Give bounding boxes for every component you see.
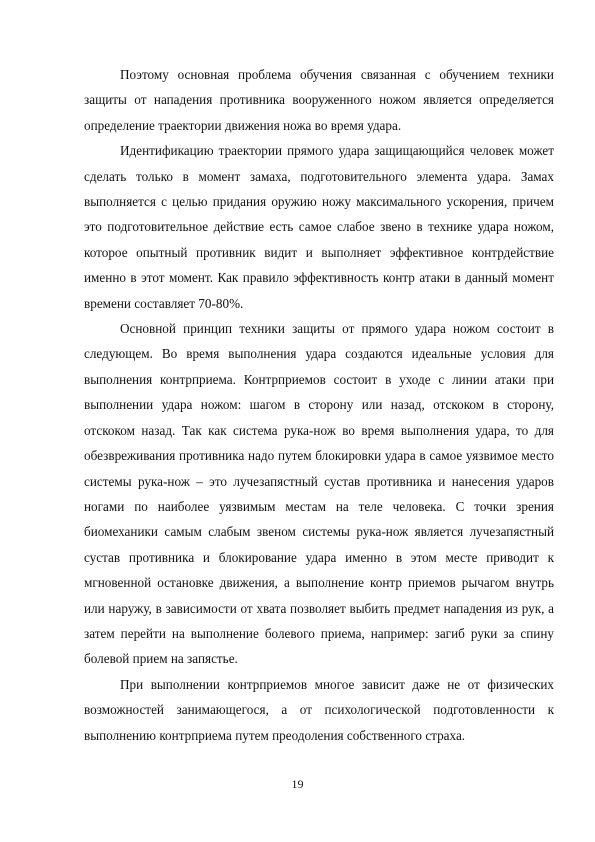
document-body xyxy=(84,62,554,748)
paragraph-1: Поэтому основная проблема обучения связанная с обучением техники защиты от нападения противника вооруженного ножом является определяется определение траектории движения ножа во время удара. xyxy=(84,67,554,133)
paragraph-4: При выполнении контрприемов многое зависит даже не от физических возможностей занимающегося, а от психологической подготовленности к выполнению контрприема путем преодоления собственного страха. xyxy=(84,676,554,743)
page-number: 19 xyxy=(291,777,304,791)
paragraph-3: Основной принцип техники защиты от прямого удара ножом состоит в следующем. Во время выполнения удара создаются идеальные условия для выполнения контрприема. Контрприемов состоит в уходе с линии атаки при выполнении удара ножом: шагом в сторону или назад, отскоком в сторону, отскоком назад. Так как система рука-нож во время выполнения удара, то для обезвреживания противника надо путем блокировки удара в самое уязвимое место системы рука-нож – это лучезапястный сустав противника и нанесения ударов ногами по наиболее уязвимым местам на теле человека. С точки зрения биомеханики самым слабым звеном системы рука-нож является лучезапястный сустав противника и блокирование удара именно в этом месте приводит к мгновенной остановке движения, а выполнение контр приемов рычагом внутрь или наружу, в зависимости от хвата позволяет выбить предмет нападения из рук, а затем перейти на выполнение болевого приема, например: загиб руки за спину болевой прием на запястье. xyxy=(84,321,554,667)
paragraph-2: Идентификацию траектории прямого удара защищающийся человек может сделать только в момент замаха, подготовительного элемента удара. Замах выполняется с целью придания оружию ножу максимального ускорения, причем это подготовительное действие есть самое слабое звено в технике удара ножом, которое опытный противник видит и выполняет эффективное контрдействие именно в этот момент. Как правило эффективность контр атаки в данный момент времени составляет 70-80%. xyxy=(84,143,554,311)
